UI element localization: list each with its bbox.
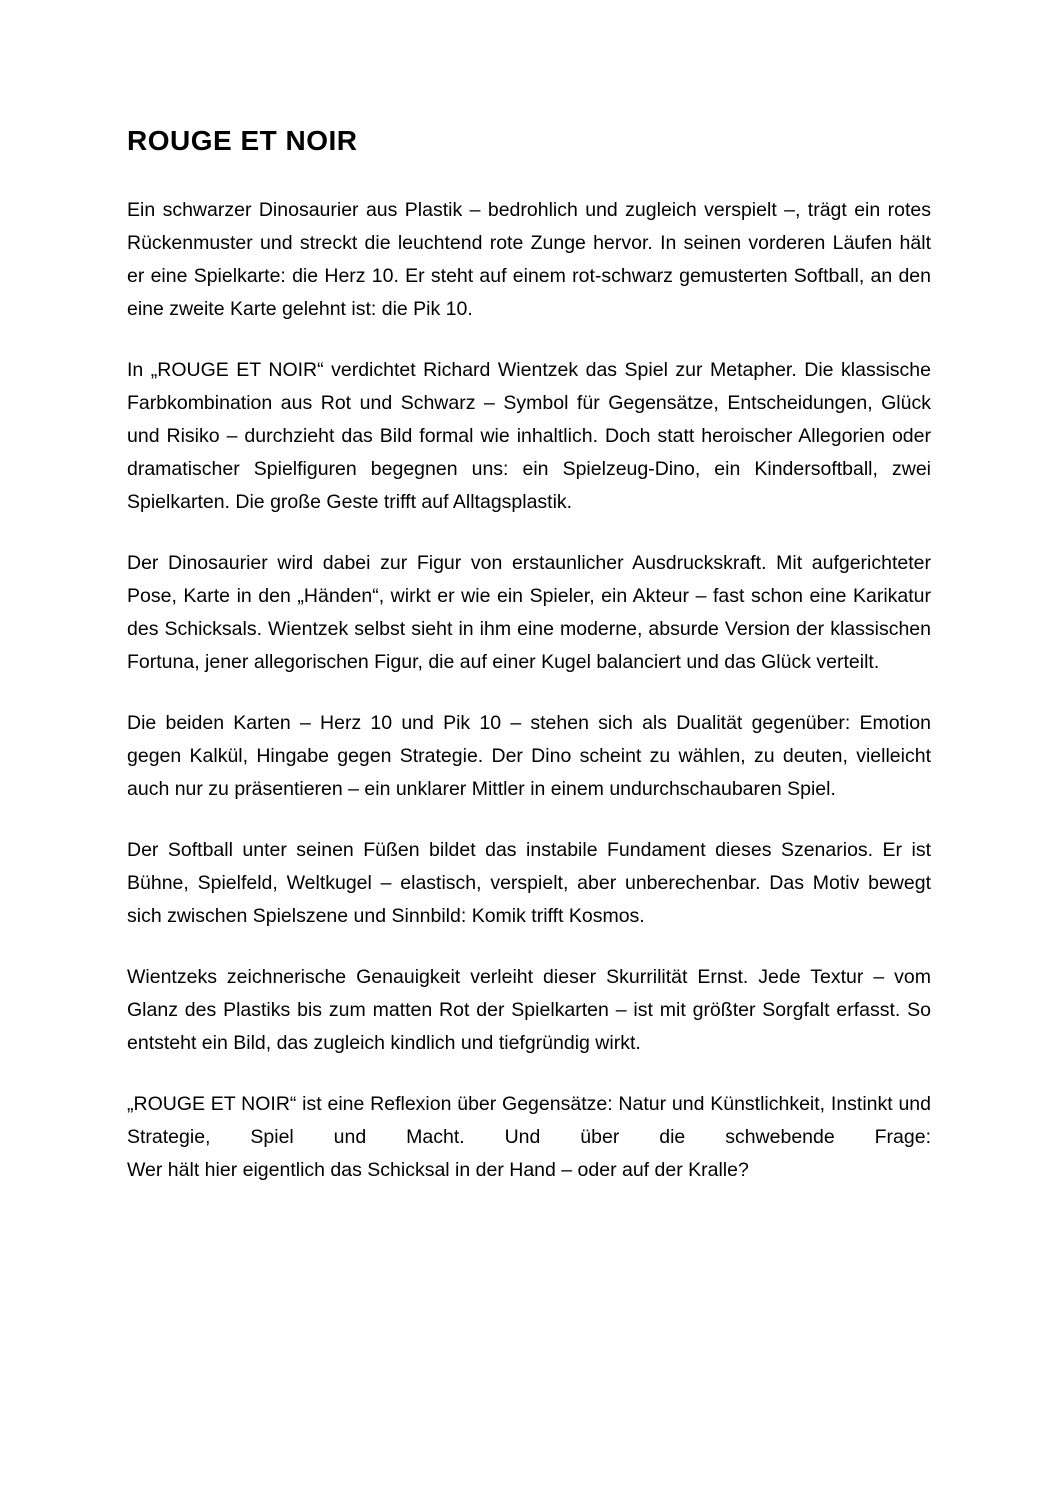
paragraph-2: In „ROUGE ET NOIR“ verdichtet Richard Wientzek das Spiel zur Metapher. Die klassische Farbkombination aus Rot und Schwarz – Symbol für Gegensätze, Entscheidungen, Glück und Risiko – durchzieht das Bild formal wie inhaltlich. Doch statt heroischer Allegorien oder dramatischer Spielfiguren begegnen uns: ein Spielzeug-Dino, ein Kindersoftball, zwei Spielkarten. Die große Geste trifft auf Alltagsplastik. [127,359,931,513]
paragraph-7-last-line: Wer hält hier eigentlich das Schicksal in der Hand – oder auf der Kralle? [127,1159,749,1181]
paragraph-1: Ein schwarzer Dinosaurier aus Plastik – bedrohlich und zugleich verspielt –, trägt ein rotes Rückenmuster und streckt die leuchtend rote Zunge hervor. In seinen vorderen Läufen hält er eine Spielkarte: die Herz 10. Er steht auf einem rot-schwarz gemusterten Softball, an den eine zweite Karte gelehnt ist: die Pik 10. [127,199,931,320]
paragraph-4: Die beiden Karten – Herz 10 und Pik 10 – stehen sich als Dualität gegenüber: Emotion gegen Kalkül, Hingabe gegen Strategie. Der Dino scheint zu wählen, zu deuten, vielleicht auch nur zu präsentieren – ein unklarer Mittler in einem undurchschaubaren Spiel. [127,712,931,800]
paragraph-6: Wientzeks zeichnerische Genauigkeit verleiht dieser Skurrilität Ernst. Jede Textur – vom Glanz des Plastiks bis zum matten Rot der Spielkarten – ist mit größter Sorgfalt erfasst. So entsteht ein Bild, das zugleich kindlich und tiefgründig wirkt. [127,966,931,1054]
paragraph-7 [127,1088,931,1187]
paragraph-5: Der Softball unter seinen Füßen bildet das instabile Fundament dieses Szenarios. Er ist Bühne, Spielfeld, Weltkugel – elastisch, verspielt, aber unberechenbar. Das Motiv bewegt sich zwischen Spielszene und Sinnbild: Komik trifft Kosmos. [127,839,931,927]
document-title: ROUGE ET NOIR [127,125,358,156]
paragraph-7-justified-segment: „ROUGE ET NOIR“ ist eine Reflexion über Gegensätze: Natur und Künstlichkeit, Instinkt und Strategie, Spiel und Macht. Und über die schwebende Frage: [127,1093,931,1148]
paragraph-3: Der Dinosaurier wird dabei zur Figur von erstaunlicher Ausdruckskraft. Mit aufgerichteter Pose, Karte in den „Händen“, wirkt er wie ein Spieler, ein Akteur – fast schon eine Karikatur des Schicksals. Wientzek selbst sieht in ihm eine moderne, absurde Version der klassischen Fortuna, jener allegorischen Figur, die auf einer Kugel balanciert und das Glück verteilt. [127,552,931,673]
